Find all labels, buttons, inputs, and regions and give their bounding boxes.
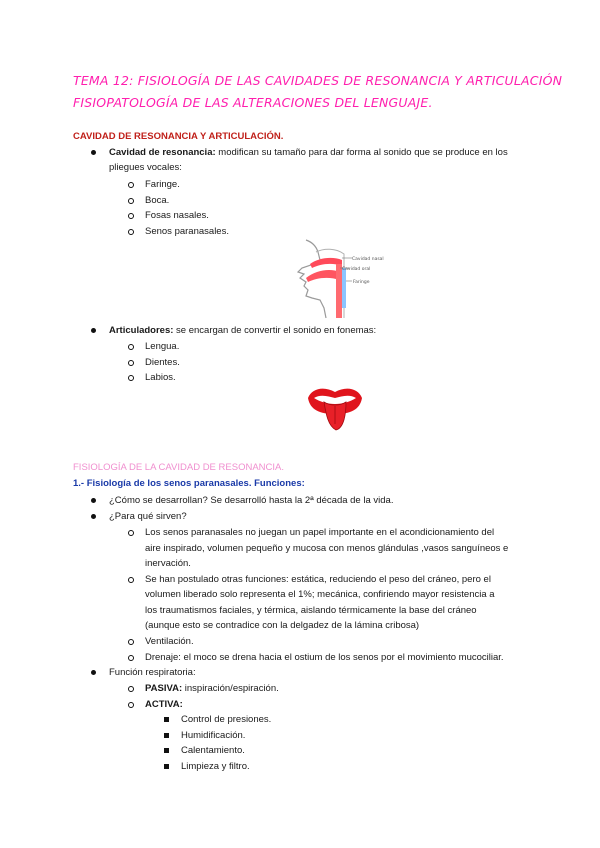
q2-item1-line1: Los senos paranasales no juegan un papel importante en el acondicionamiento del (145, 527, 495, 538)
section1-heading: CAVIDAD DE RESONANCIA Y ARTICULACIÓN. (73, 131, 284, 142)
q2-item4: Drenaje: el moco se drena hacia el ostium de los senos por el movimiento mucociliar. (145, 652, 504, 663)
resonancia-line2: pliegues vocales: (109, 162, 182, 173)
q2-text: ¿Para qué sirven? (109, 511, 187, 522)
resonancia-item: Fosas nasales. (145, 210, 209, 221)
resonancia-item: Boca. (145, 195, 170, 206)
bullet-disc (91, 150, 96, 155)
bullet-square (164, 748, 169, 753)
bullet-circle (128, 530, 134, 536)
bullet-circle (128, 360, 134, 366)
bullet-circle (128, 655, 134, 661)
q2-item2-line4: (aunque esto se contradice con la delgadez de la lámina cribosa) (145, 620, 420, 631)
bullet-circle (128, 702, 134, 708)
activa-item: Control de presiones. (181, 714, 272, 725)
bullet-circle (128, 198, 134, 204)
activa-item: Calentamiento. (181, 745, 245, 756)
resonancia-item: Faringe. (145, 179, 180, 190)
q2-item2-line2: volumen liberado solo representa el 1%; mecánica, confiriendo mayor resistencia a (145, 589, 495, 600)
articulador-item: Labios. (145, 372, 176, 383)
activa-term: ACTIVA: (145, 699, 183, 710)
q2-item1-line2: aire inspirado, volumen pequeño y mucosa con menos glándulas ,vasos sanguíneos e (145, 543, 509, 554)
label-cavidad-nasal: Cavidad nasal (352, 257, 384, 262)
articuladores-text: se encargan de convertir el sonido en fonemas: (173, 325, 377, 336)
activa-item: Limpieza y filtro. (181, 761, 250, 772)
articuladores-term: Articuladores: (109, 325, 174, 336)
bullet-circle (128, 182, 134, 188)
doc-title-line2: FISIOPATOLOGÍA DE LAS ALTERACIONES DEL LENGUAJE. (73, 95, 433, 110)
q2-item2-line3: los traumatismos faciales, y térmica, aislando térmicamente la base del cráneo (145, 605, 477, 616)
resp-pasiva (145, 681, 279, 696)
bullet-disc (91, 514, 96, 519)
articulador-item: Dientes. (145, 357, 180, 368)
q2-item1-line3: inervación. (145, 558, 191, 569)
doc-title-line1: TEMA 12: FISIOLOGÍA DE LAS CAVIDADES DE RESONANCIA Y ARTICULACIÓN (73, 73, 563, 88)
resp-label: Función respiratoria: (109, 667, 196, 678)
label-cavidad-oral: Cavidad oral (342, 267, 371, 272)
q2-item2-line1: Se han postulado otras funciones: estática, reduciendo el peso del cráneo, pero el (145, 574, 491, 585)
q2-item3: Ventilación. (145, 636, 194, 647)
bullet-circle (128, 686, 134, 692)
bullet-circle (128, 375, 134, 381)
pasiva-term: PASIVA: (145, 683, 183, 694)
label-faringe: Faringe (353, 280, 370, 285)
articulador-item: Lengua. (145, 341, 180, 352)
bullet-disc (91, 670, 96, 675)
pasiva-text: inspiración/espiración. (182, 683, 279, 694)
vocal-tract-diagram (294, 238, 384, 318)
bullet-square (164, 733, 169, 738)
bullet-circle (128, 229, 134, 235)
resonancia-item: Senos paranasales. (145, 226, 229, 237)
bullet-circle (128, 213, 134, 219)
resonancia-text1: modifican su tamaño para dar forma al sonido que se produce en los (215, 147, 508, 158)
bullet-circle (128, 577, 134, 583)
q1-text: ¿Cómo se desarrollan? Se desarrolló hasta la 2ª década de la vida. (109, 495, 394, 506)
resonancia-term: Cavidad de resonancia: (109, 147, 216, 158)
bullet-circle (128, 639, 134, 645)
articuladores-line (109, 323, 376, 338)
bullet-circle (128, 344, 134, 350)
section2-subheading: 1.- Fisiología de los senos paranasales. Funciones: (73, 478, 305, 489)
lips-tongue-image (306, 384, 364, 434)
bullet-square (164, 764, 169, 769)
activa-item: Humidificación. (181, 730, 246, 741)
bullet-disc (91, 498, 96, 503)
bullet-square (164, 717, 169, 722)
resonancia-line1 (109, 145, 508, 160)
bullet-disc (91, 328, 96, 333)
section2-heading: FISIOLOGÍA DE LA CAVIDAD DE RESONANCIA. (73, 462, 284, 473)
